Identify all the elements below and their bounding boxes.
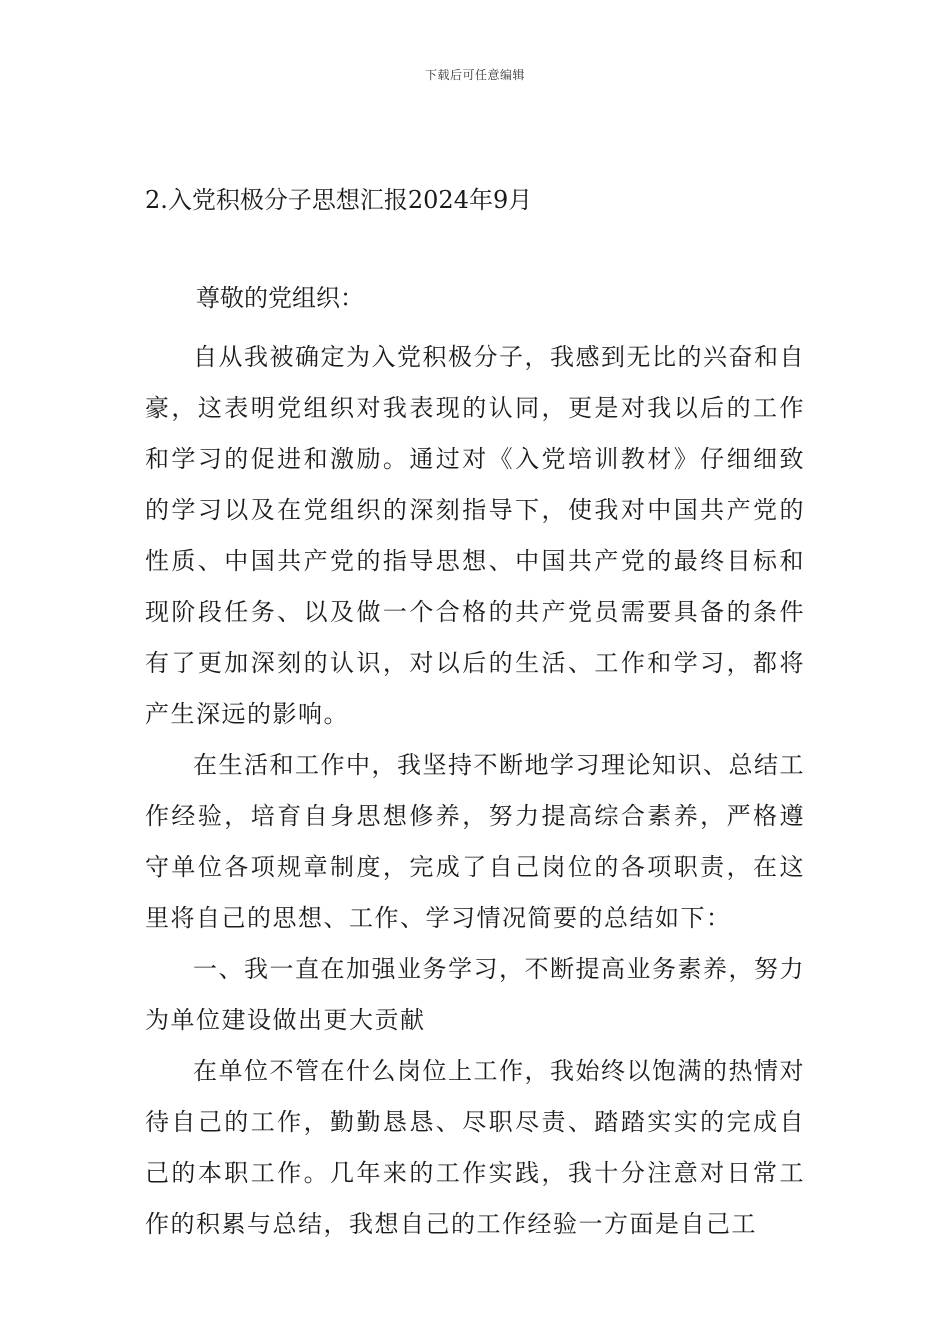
document-title: 2.入党积极分子思想汇报2024年9月: [145, 186, 533, 214]
paragraph-work-attitude: 在单位不管在什么岗位上工作，我始终以饱满的热情对待自己的工作，勤勤恳恳、尽职尽责、踏踏实实的完成自己的本职工作。几年来的工作实践，我十分注意对日常工作的积累与总结，我想自己的工作经验一方面是自己工: [145, 1057, 805, 1238]
paragraph-work-summary: 在生活和工作中，我坚持不断地学习理论知识、总结工作经验，培育自身思想修养，努力提高综合素养，严格遵守单位各项规章制度，完成了自己岗位的各项职责，在这里将自己的思想、工作、学习情况简要的总结如下：: [145, 751, 805, 932]
section-heading-1: 一、我一直在加强业务学习，不断提高业务素养，努力为单位建设做出更大贡献: [145, 955, 805, 1034]
download-note: 下载后可任意编辑: [424, 68, 525, 82]
paragraph-intro: 自从我被确定为入党积极分子，我感到无比的兴奋和自豪，这表明党组织对我表现的认同，更是对我以后的工作和学习的促进和激励。通过对《入党培训教材》仔细细致的学习以及在党组织的深刻指导下，使我对中国共产党的性质、中国共产党的指导思想、中国共产党的最终目标和现阶段任务、以及做一个合格的共产党员需要具备的条件有了更加深刻的认识，对以后的生活、工作和学习，都将产生深远的影响。: [145, 343, 805, 728]
salutation: 尊敬的党组织：: [196, 284, 364, 312]
document-body: [145, 332, 805, 1250]
